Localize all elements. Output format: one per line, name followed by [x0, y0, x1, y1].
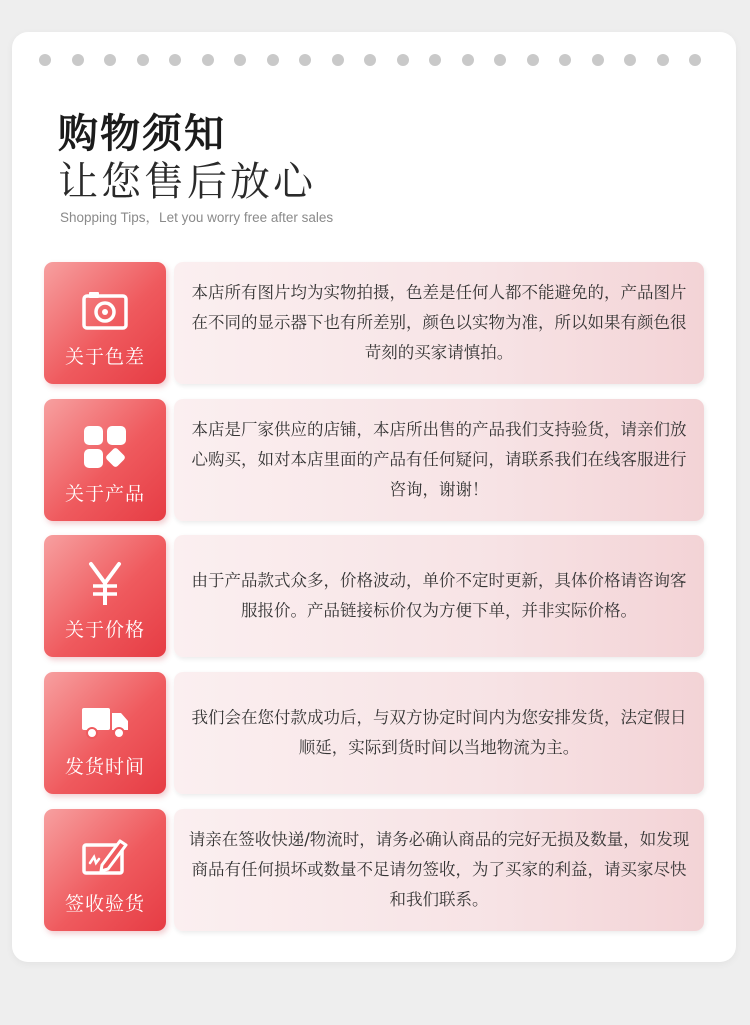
- tip-text: 本店是厂家供应的店铺，本店所出售的产品我们支持验货，请亲们放心购买，如对本店里面的产品有任何疑问，请联系我们在线客服进行咨询，谢谢！: [191, 420, 687, 499]
- binder-hole: [332, 54, 344, 66]
- grid-icon: [80, 425, 130, 471]
- binder-hole: [104, 54, 116, 66]
- page-title: 购物须知: [58, 111, 226, 157]
- binder-hole: [137, 54, 149, 66]
- tip-description: [174, 809, 704, 931]
- binder-hole: [559, 54, 571, 66]
- tip-badge-product: [44, 399, 166, 521]
- tip-description: [174, 535, 704, 657]
- binder-hole: [624, 54, 636, 66]
- page-subtitle-english: Shopping Tips，Let you worry free after sales: [60, 210, 334, 225]
- binder-hole: [689, 54, 701, 66]
- tip-badge-receipt: [44, 809, 166, 931]
- binder-hole: [39, 54, 51, 66]
- binder-hole: [592, 54, 604, 66]
- camera-icon: [80, 288, 130, 334]
- binder-hole: [494, 54, 506, 66]
- tip-label: 签收验货: [64, 893, 145, 915]
- tip-label: 发货时间: [64, 756, 145, 778]
- binder-hole: [72, 54, 84, 66]
- tip-row-product: [44, 399, 704, 521]
- shopping-tips-card: [12, 32, 736, 962]
- binder-hole: [397, 54, 409, 66]
- page-subtitle: 让您售后放心: [58, 159, 316, 205]
- tip-text: 我们会在您付款成功后，与双方协定时间内为您安排发货，法定假日顺延，实际到货时间以当地物流为主。: [191, 708, 687, 757]
- binder-hole: [267, 54, 279, 66]
- tip-label: 关于产品: [64, 483, 145, 505]
- binder-hole: [202, 54, 214, 66]
- tip-row-price: [44, 535, 704, 657]
- yen-icon: [80, 561, 130, 607]
- tip-row-receipt: [44, 809, 704, 931]
- binder-hole: [429, 54, 441, 66]
- binder-hole: [299, 54, 311, 66]
- tip-badge-shipping: [44, 672, 166, 794]
- tip-description: [174, 399, 704, 521]
- tip-row-shipping: [44, 672, 704, 794]
- tip-description: [174, 672, 704, 794]
- tip-label: 关于价格: [64, 619, 145, 641]
- tip-row-color: [44, 262, 704, 384]
- tip-badge-price: [44, 535, 166, 657]
- binder-hole: [169, 54, 181, 66]
- tip-text: 请亲在签收快递/物流时，请务必确认商品的完好无损及数量，如发现商品有任何损坏或数量不足请勿签收，为了买家的利益，请买家尽快和我们联系。: [188, 830, 690, 909]
- truck-icon: [80, 698, 130, 744]
- binder-hole: [234, 54, 246, 66]
- tip-text: 由于产品款式众多，价格波动，单价不定时更新，具体价格请咨询客服报价。产品链接标价仅为方便下单，并非实际价格。: [191, 571, 687, 620]
- binder-holes: [12, 54, 736, 66]
- binder-hole: [462, 54, 474, 66]
- tip-description: [174, 262, 704, 384]
- binder-hole: [364, 54, 376, 66]
- sign-icon: [80, 835, 130, 881]
- tip-text: 本店所有图片均为实物拍摄，色差是任何人都不能避免的，产品图片在不同的显示器下也有所差别，颜色以实物为准，所以如果有颜色很苛刻的买家请慎拍。: [191, 283, 687, 362]
- tip-label: 关于色差: [64, 346, 145, 368]
- binder-hole: [657, 54, 669, 66]
- tip-badge-color: [44, 262, 166, 384]
- binder-hole: [527, 54, 539, 66]
